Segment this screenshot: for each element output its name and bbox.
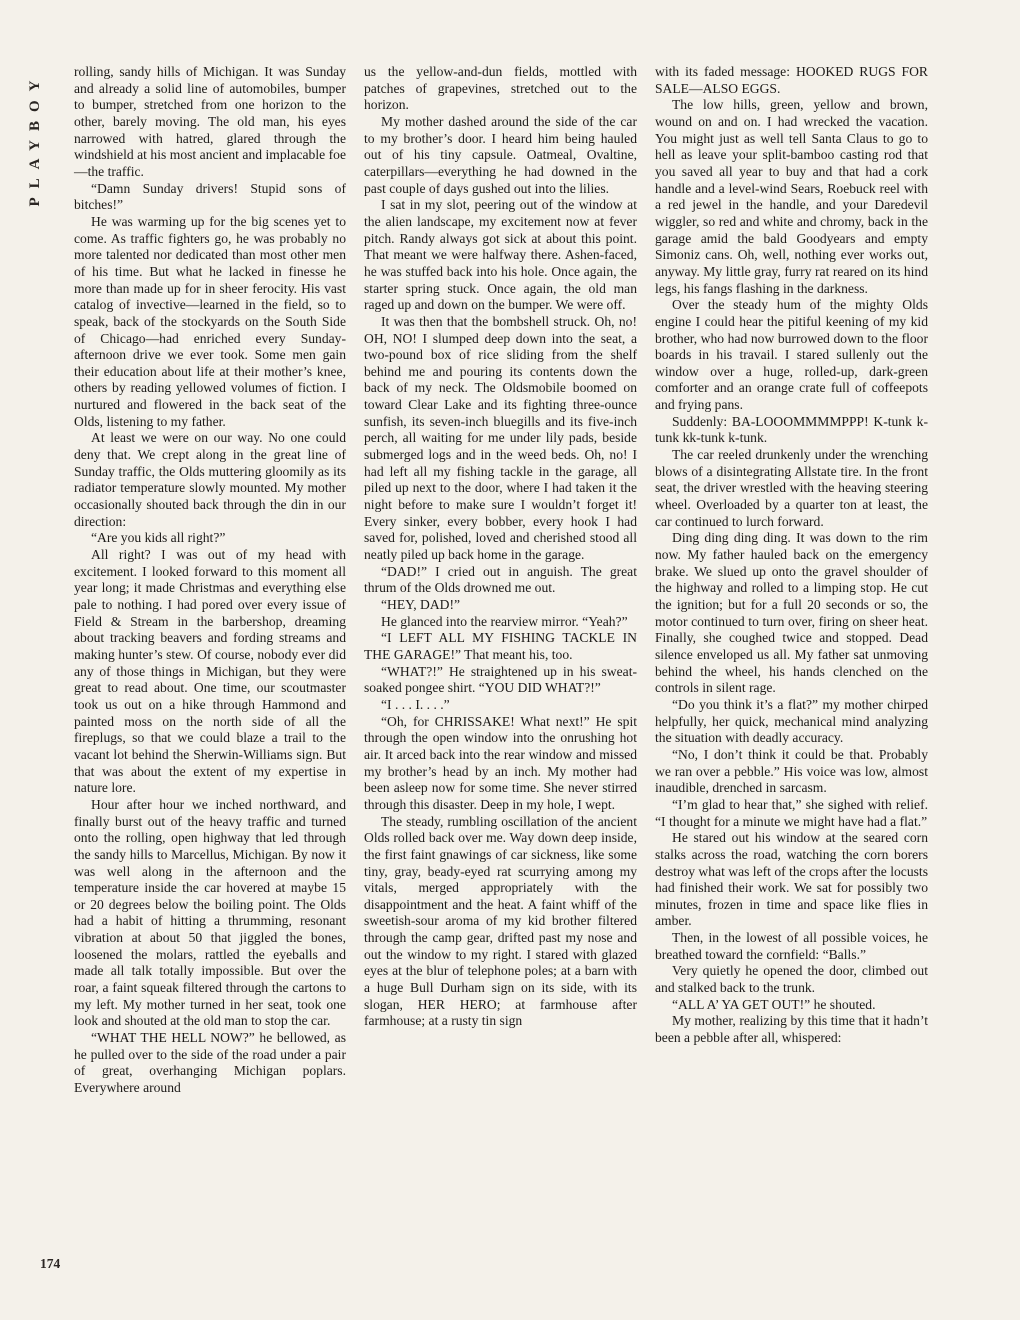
paragraph: rolling, sandy hills of Michigan. It was Sunday and already a solid line of automobiles, bumper to bumper, stretched from one horizon to the other, barely moving. The old man, his eyes narrowed with hatred, glared through the windshield at his most ancient and implacable foe—the traffic.: [74, 64, 346, 179]
paragraph: It was then that the bombshell struck. Oh, no! OH, NO! I slumped deep down into the seat, a two-pound box of rice sliding from the shelf behind me and pouring its contents down the back of my neck. The Oldsmobile boomed on toward Clear Lake and its fighting three-ounce sunfish, its seven-inch bluegills and its five-inch perch, all waiting for me under lily pads, beside submerged logs and in the weed beds. Oh, no! I had left all my fishing tackle in the garage, all piled up next to the door, where I had taken it the night before to make sure I wouldn’t forget it! Every sinker, every bobber, every hook I had saved for, polished, loved and cherished stood all neatly piled up back home in the garage.: [364, 313, 637, 563]
paragraph: with its faded message: HOOKED RUGS FOR SALE—ALSO EGGS.: [655, 64, 928, 96]
paragraph: Then, in the lowest of all possible voices, he breathed toward the cornfield: “Balls.”: [655, 930, 928, 962]
masthead-text: PLAYBOY: [27, 71, 43, 207]
paragraph: He was warming up for the big scenes yet to come. As traffic fighters go, he was probably no more talented nor dedicated than most other men of his time. But what he lacked in finesse he more than made up for in sheer ferocity. His vast catalog of invective—learned in the field, so to speak, back of the stockyards on the South Side of Chicago—had enriched every Sunday-afternoon drive we ever took. Some men gain their education about life at their mother’s knee, others by reading yellowed volumes of fiction. I nurtured and flowered in the back seat of the Olds, listening to my father.: [74, 213, 346, 429]
masthead: [22, 66, 48, 207]
paragraph: Over the steady hum of the mighty Olds engine I could hear the pitiful keening of my kid brother, who had now burrowed down to the floor boards in his travail. I stared sullenly out the window over a huge, rolled-up, dark-green comforter and an orange crate full of coffeepots and frying pans.: [655, 297, 928, 413]
text-column-3: [655, 64, 928, 1047]
paragraph: He glanced into the rearview mirror. “Yeah?”: [381, 613, 628, 629]
paragraph: Ding ding ding ding. It was down to the rim now. My father hauled back on the emergency brake. We slued up onto the gravel shoulder of the highway and rolled to a limping stop. He cut the ignition; but for a full 20 seconds or so, the motor continued to turn over, firing on sheer heat. Finally, she coughed twice and stopped. Dead silence enveloped us all. My father sat unmoving behind the wheel, his hands clenched on the controls in silent rage.: [655, 530, 928, 696]
paragraph: All right? I was out of my head with excitement. I looked forward to this moment all year long; it made Christmas and everything else pale to nothing. I had pored over every issue of Field & Stream in the barbershop, dreaming about tracking beavers and fording streams and making hunter’s stew. Of course, nobody ever did any of those things in Michigan, but they were great to read about. One time, our scoutmaster took us out on a hike through Hammond and painted moss on the north side of all the fireplugs, so that we could blaze a trail to the vacant lot behind the Sherwin-Williams sign. But that was about the extent of my expertise in nature lore.: [74, 547, 346, 796]
paragraph: “WHAT THE HELL NOW?” he bellowed, as he pulled over to the side of the road under a pair of great, overhanging Michigan poplars. Everywhere around: [74, 1030, 346, 1096]
paragraph: Hour after hour we inched northward, and finally burst out of the heavy traffic and turned onto the rolling, open highway that led through the sandy hills to Marcellus, Michigan. By now it was well along in the afternoon and the temperature inside the car hovered at maybe 15 or 20 degrees below the boiling point. The Olds had a habit of hitting a thrumming, resonant vibration at about 50 that jiggled the bones, loosened the molars, rattled the eyeballs and made all talk totally impossible. But over the roar, a faint squeak filtered through the cartons to my left. My mother turned in her seat, took one look and shouted at the old man to stop the car.: [74, 796, 346, 1029]
paragraph: us the yellow-and-dun fields, mottled with patches of grapevines, stretched out to the horizon.: [364, 64, 637, 113]
paragraph: “I LEFT ALL MY FISHING TACKLE IN THE GARAGE!” That meant his, too.: [364, 630, 637, 662]
paragraph: “Oh, for CHRISSAKE! What next!” He spit through the open window into the onrushing hot air. It arced back into the rear window and missed my brother’s head by an inch. My mother had been asleep now for some time. She never stirred through this disaster. Deep in my hole, I wept.: [364, 713, 637, 812]
paragraph: My mother, realizing by this time that it hadn’t been a pebble after all, whispered:: [655, 1013, 928, 1046]
paragraph: “HEY, DAD!”: [381, 597, 461, 612]
paragraph: “Are you kids all right?”: [91, 530, 226, 546]
paragraph: “ALL A’ YA GET OUT!” he shouted.: [672, 996, 876, 1012]
paragraph: Suddenly: BA-LOOOMMMMPPP! K-tunk k-tunk kk-tunk k-tunk.: [655, 413, 928, 446]
paragraph: He stared out his window at the seared corn stalks across the road, watching the corn borers destroy what was left of the crops after the locusts had finished their work. We sat for possibly two minutes, frozen in time and space like flies in amber.: [655, 830, 928, 929]
paragraph: The low hills, green, yellow and brown, wound on and on. I had wrecked the vacation. You might just as well tell Santa Claus to go to hell as leave your split-bamboo casting rod that you saved all year to buy and that had a cork handle and a level-wind Sears, Roebuck reel with a red jewel in the handle, and your Daredevil wiggler, so red and white and chromy, back in the garage amid the bald Goodyears and empty Simoniz cans. Oh, well, nothing ever works out, anyway. My little gray, furry rat reared on its hind legs, his fangs flashing in the darkness.: [655, 97, 928, 296]
paragraph: My mother dashed around the side of the car to my brother’s door. I heard him being hauled out of his tiny capsule. Oatmeal, Ovaltine, caterpillars—everything he had downed in the past couple of days gushed out into the lilies.: [364, 113, 637, 196]
page-number: 174: [40, 1256, 61, 1271]
paragraph: “DAD!” I cried out in anguish. The great thrum of the Olds drowned me out.: [364, 563, 637, 596]
paragraph: “Do you think it’s a flat?” my mother chirped helpfully, her quick, mechanical mind analyzing the situation with deadly accuracy.: [655, 696, 928, 746]
text-column-1: [74, 64, 346, 1097]
paragraph: “No, I don’t think it could be that. Probably we ran over a pebble.” His voice was low, almost inaudible, drenched in sarcasm.: [655, 746, 928, 796]
paragraph: “I’m glad to hear that,” she sighed with relief. “I thought for a minute we might have had a flat.”: [655, 796, 928, 829]
paragraph: The steady, rumbling oscillation of the ancient Olds rolled back over me. Way down deep inside, the first faint gnawings of car sickness, like some tiny, gray, beady-eyed rat scurrying among my vitals, merged appropriately with the disappointment and the heat. A faint whiff of the sweetish-sour aroma of my kid brother filtered through the camp gear, drifted past my nose and out the window to my right. I stared with glazed eyes at the blur of telephone poles; at a barn with a huge Bull Durham sign on its side, with its slogan, HER HERO; at farmhouse after farmhouse; at a rusty tin sign: [364, 813, 637, 1029]
paragraph: Very quietly he opened the door, climbed out and stalked back to the trunk.: [655, 963, 928, 996]
paragraph: “WHAT?!” He straightened up in his sweat-soaked pongee shirt. “YOU DID WHAT?!”: [364, 663, 637, 696]
paragraph: “Damn Sunday drivers! Stupid sons of bitches!”: [74, 180, 346, 213]
text-column-2: [364, 64, 637, 1030]
paragraph: The car reeled drunkenly under the wrenching blows of a disintegrating Allstate tire. In the front seat, the driver wrestled with the heaving steering wheel. Overloaded by a quarter ton at least, the car continued to lurch forward.: [655, 447, 928, 529]
paragraph: At least we were on our way. No one could deny that. We crept along in the great line of Sunday traffic, the Olds muttering gloomily as its radiator temperature slowly mounted. My mother occasionally shouted back through the din in our direction:: [74, 430, 346, 529]
paragraph: I sat in my slot, peering out of the window at the alien landscape, my excitement now at fever pitch. Randy always got sick at about this point. That meant we were halfway there. Ashen-faced, he was stuffed back into his hole. Once again, the starter spring stuck. Once again, the old man raged up and down on the bumper. We were off.: [364, 197, 637, 313]
paragraph: “I . . . I. . . .”: [381, 696, 450, 712]
